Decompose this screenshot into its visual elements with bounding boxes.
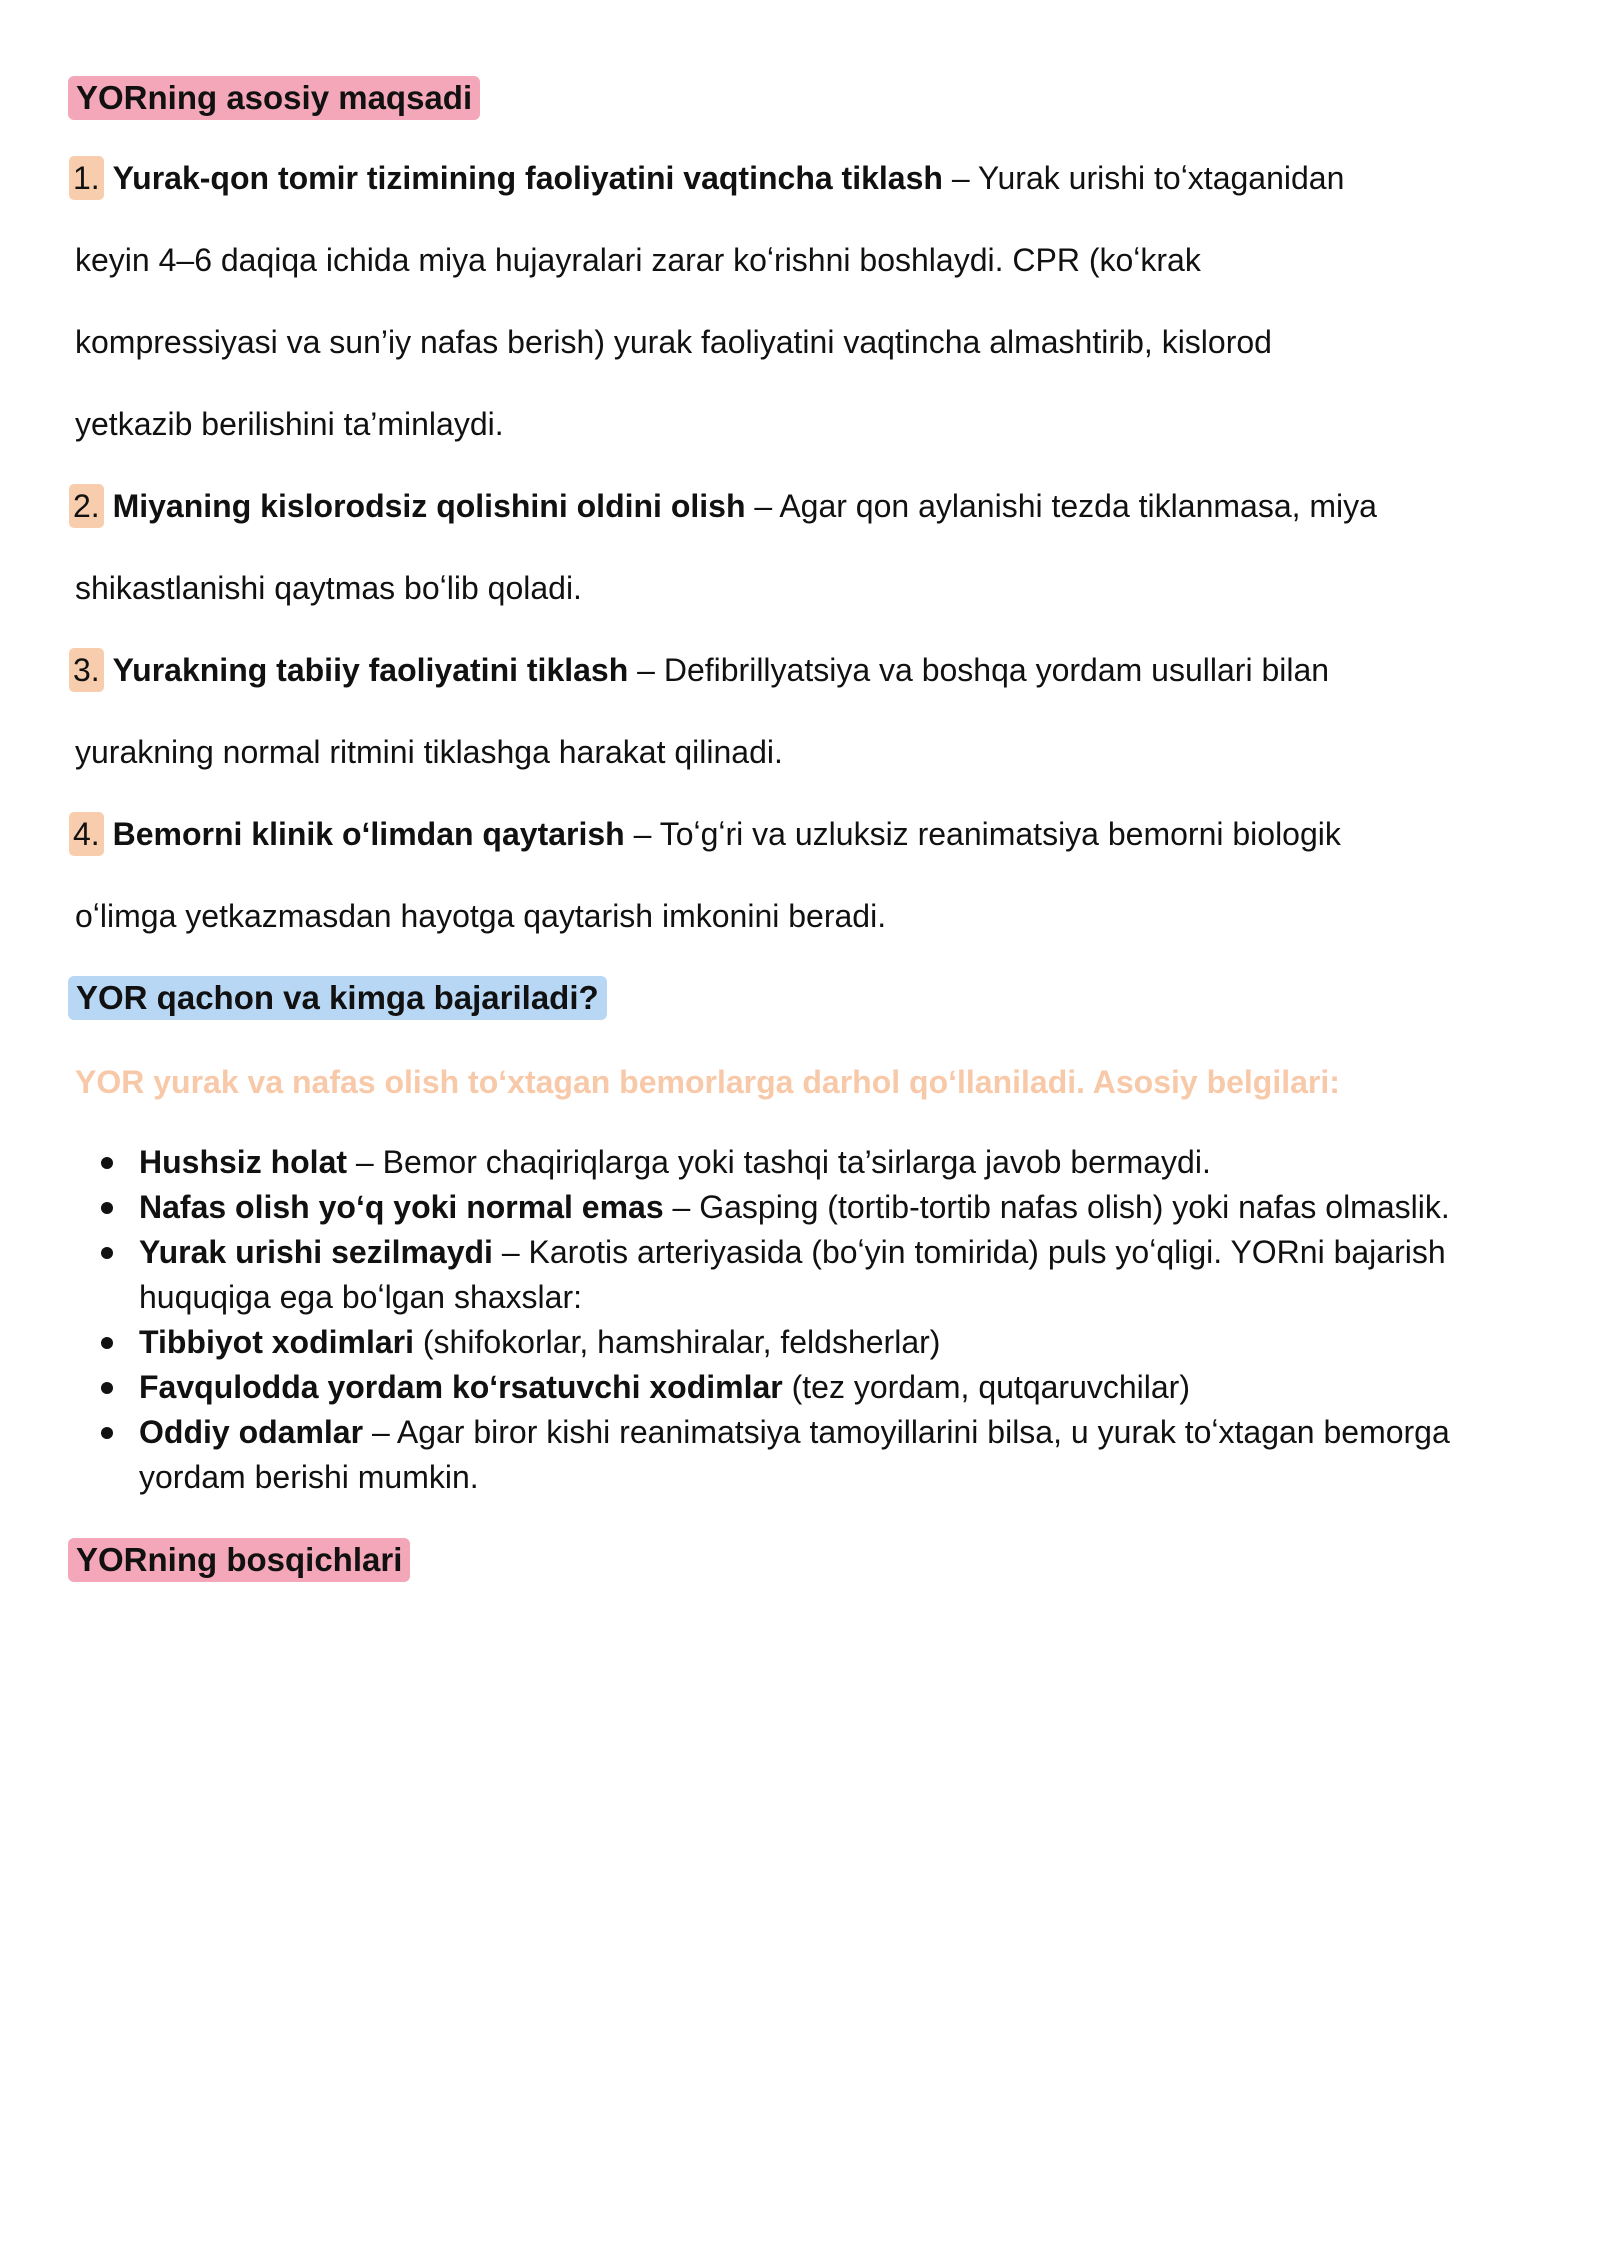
goal-line: kompressiyasi va sun’iy nafas berish) yurak faoliyatini vaqtincha almashtirib, kislorod [75,324,1272,360]
goal-line: oʻlimga yetkazmasdan hayotga qaytarish imkonini beradi. [75,898,887,934]
goal-line [75,648,1535,730]
list-item-text: – Agar biror kishi reanimatsiya tamoyillarini bilsa, u yurak toʻxtagan bemorga yordam berishi mumkin. [139,1414,1450,1495]
list-item-bold: Hushsiz holat [139,1144,348,1180]
goal-item-4 [75,812,1535,976]
goal-item-2 [75,484,1535,648]
signs-list [75,1140,1545,1500]
list-item-bold: Nafas olish yoʻq yoki normal emas [139,1189,664,1225]
goal-title: Bemorni klinik oʻlimdan qaytarish [112,816,625,852]
list-item-bold: Oddiy odamlar [139,1414,364,1450]
goal-text: – Agar qon aylanishi tezda tiklanmasa, miya [745,488,1377,524]
list-item-bold: Yurak urishi sezilmaydi [139,1234,493,1270]
goal-title: Miyaning kislorodsiz qolishini oldini olish [112,488,746,524]
list-item-text: – Gasping (tortib-tortib nafas olish) yoki nafas olmaslik. [663,1189,1450,1225]
goal-number: 3. [69,648,104,692]
list-item-bold: Tibbiyot xodimlari [139,1324,414,1360]
who-subtitle: YOR yurak va nafas olish toʻxtagan bemorlarga darhol qoʻllaniladi. Asosiy belgilari: [75,1064,1340,1100]
goal-item-3 [75,648,1535,812]
list-item [75,1410,1545,1500]
list-item [75,1365,1545,1410]
goal-line [75,484,1535,566]
goal-number: 1. [69,156,104,200]
goal-text: – Defibrillyatsiya va boshqa yordam usullari bilan [628,652,1330,688]
goal-line: shikastlanishi qaytmas boʻlib qoladi. [75,570,582,606]
goal-line [75,812,1535,894]
goal-number: 2. [69,484,104,528]
list-item-text: (tez yordam, qutqaruvchilar) [782,1369,1190,1405]
goal-text: – Yurak urishi toʻxtaganidan [942,160,1345,196]
list-item-text: – Bemor chaqiriqlarga yoki tashqi ta’sirlarga javob bermaydi. [347,1144,1211,1180]
goal-line: yurakning normal ritmini tiklashga harakat qilinadi. [75,734,783,770]
goal-text: – Toʻgʻri va uzluksiz reanimatsiya bemorni biologik [624,816,1341,852]
section-heading-stages: YORning bosqichlari [68,1538,410,1582]
goal-title: Yurak-qon tomir tizimining faoliyatini vaqtincha tiklash [112,160,943,196]
list-item [75,1185,1545,1230]
list-item [75,1140,1545,1185]
list-item-text: (shifokorlar, hamshiralar, feldsherlar) [414,1324,941,1360]
goal-line [75,156,1535,238]
list-item [75,1320,1545,1365]
section-heading-goals: YORning asosiy maqsadi [68,76,480,120]
list-item-text: – Karotis arteriyasida (boʻyin tomirida) puls yoʻqligi. YORni bajarish huquqiga ega boʻlgan shaxslar: [139,1234,1446,1315]
section-heading-who: YOR qachon va kimga bajariladi? [68,976,607,1020]
goal-title: Yurakning tabiiy faoliyatini tiklash [112,652,629,688]
list-item [75,1230,1545,1320]
goal-line: yetkazib berilishini ta’minlaydi. [75,406,504,442]
goal-number: 4. [69,812,104,856]
goal-item-1 [75,156,1535,484]
list-item-bold: Favqulodda yordam koʻrsatuvchi xodimlar [139,1369,783,1405]
goal-line: keyin 4–6 daqiqa ichida miya hujayralari zarar koʻrishni boshlaydi. CPR (koʻkrak [75,242,1201,278]
